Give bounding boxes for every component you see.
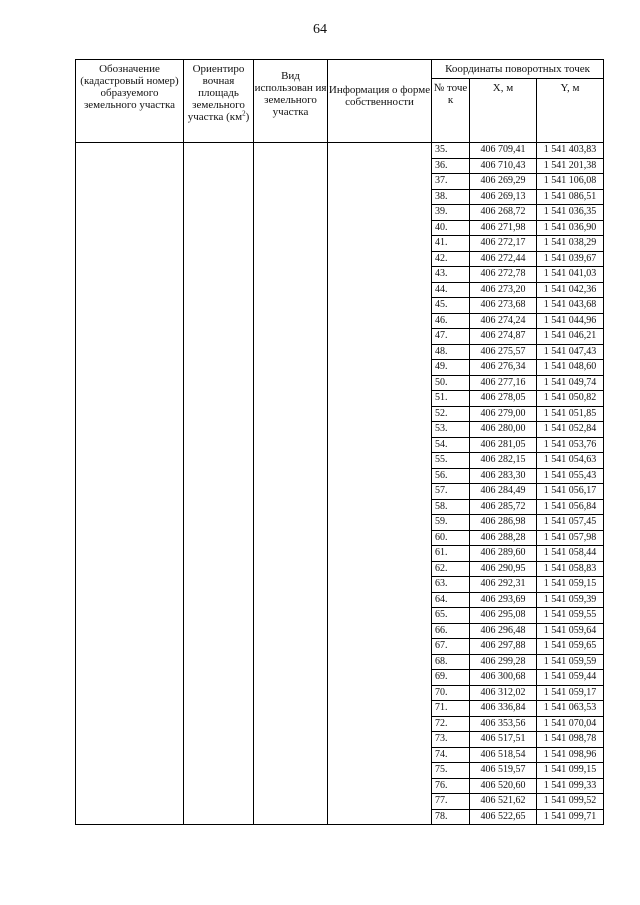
point-number: 74.: [432, 747, 470, 763]
x-coordinate: 406 272,44: [470, 251, 537, 267]
x-coordinate: 406 274,24: [470, 313, 537, 329]
y-coordinate: 1 541 059,39: [537, 592, 604, 608]
point-number: 53.: [432, 422, 470, 438]
y-coordinate: 1 541 059,64: [537, 623, 604, 639]
point-number: 78.: [432, 809, 470, 825]
x-coordinate: 406 296,48: [470, 623, 537, 639]
x-coordinate: 406 275,57: [470, 344, 537, 360]
y-coordinate: 1 541 070,04: [537, 716, 604, 732]
x-coordinate: 406 280,00: [470, 422, 537, 438]
header-use-type: Вид использован ия земельного участка: [254, 60, 328, 143]
x-coordinate: 406 273,20: [470, 282, 537, 298]
x-coordinate: 406 274,87: [470, 329, 537, 345]
point-number: 76.: [432, 778, 470, 794]
point-number: 43.: [432, 267, 470, 283]
point-number: 58.: [432, 499, 470, 515]
x-coordinate: 406 273,68: [470, 298, 537, 314]
point-number: 75.: [432, 763, 470, 779]
point-number: 59.: [432, 515, 470, 531]
x-coordinate: 406 272,17: [470, 236, 537, 252]
x-coordinate: 406 312,02: [470, 685, 537, 701]
y-coordinate: 1 541 051,85: [537, 406, 604, 422]
y-coordinate: 1 541 403,83: [537, 143, 604, 159]
point-number: 71.: [432, 701, 470, 717]
point-number: 56.: [432, 468, 470, 484]
point-number: 45.: [432, 298, 470, 314]
point-number: 64.: [432, 592, 470, 608]
x-coordinate: 406 286,98: [470, 515, 537, 531]
x-coordinate: 406 519,57: [470, 763, 537, 779]
point-number: 60.: [432, 530, 470, 546]
x-coordinate: 406 520,60: [470, 778, 537, 794]
point-number: 46.: [432, 313, 470, 329]
point-number: 39.: [432, 205, 470, 221]
y-coordinate: 1 541 057,45: [537, 515, 604, 531]
x-coordinate: 406 278,05: [470, 391, 537, 407]
x-coordinate: 406 283,30: [470, 468, 537, 484]
x-coordinate: 406 522,65: [470, 809, 537, 825]
x-coordinate: 406 277,16: [470, 375, 537, 391]
y-coordinate: 1 541 047,43: [537, 344, 604, 360]
x-coordinate: 406 293,69: [470, 592, 537, 608]
y-coordinate: 1 541 049,74: [537, 375, 604, 391]
point-number: 51.: [432, 391, 470, 407]
x-coordinate: 406 290,95: [470, 561, 537, 577]
point-number: 67.: [432, 639, 470, 655]
point-number: 54.: [432, 437, 470, 453]
header-area-sup: 2: [242, 109, 246, 118]
point-number: 55.: [432, 453, 470, 469]
header-area-text: Ориентиро вочная площадь земельного участка (км: [187, 63, 245, 123]
x-coordinate: 406 710,43: [470, 158, 537, 174]
y-coordinate: 1 541 042,36: [537, 282, 604, 298]
y-coordinate: 1 541 055,43: [537, 468, 604, 484]
point-number: 36.: [432, 158, 470, 174]
point-number: 66.: [432, 623, 470, 639]
x-coordinate: 406 336,84: [470, 701, 537, 717]
y-coordinate: 1 541 056,17: [537, 484, 604, 500]
ownership-cell: [328, 143, 432, 825]
header-point-number: № точе к: [432, 79, 470, 143]
area-cell: [184, 143, 254, 825]
header-area: [184, 60, 254, 143]
y-coordinate: 1 541 059,44: [537, 670, 604, 686]
point-number: 68.: [432, 654, 470, 670]
point-number: 35.: [432, 143, 470, 159]
y-coordinate: 1 541 086,51: [537, 189, 604, 205]
header-y: Y, м: [537, 79, 604, 143]
x-coordinate: 406 272,78: [470, 267, 537, 283]
x-coordinate: 406 521,62: [470, 794, 537, 810]
y-coordinate: 1 541 048,60: [537, 360, 604, 376]
x-coordinate: 406 518,54: [470, 747, 537, 763]
point-number: 49.: [432, 360, 470, 376]
y-coordinate: 1 541 201,38: [537, 158, 604, 174]
header-coordinates-group: Координаты поворотных точек: [432, 60, 604, 79]
y-coordinate: 1 541 057,98: [537, 530, 604, 546]
y-coordinate: 1 541 053,76: [537, 437, 604, 453]
x-coordinate: 406 709,41: [470, 143, 537, 159]
point-number: 62.: [432, 561, 470, 577]
y-coordinate: 1 541 058,83: [537, 561, 604, 577]
point-number: 47.: [432, 329, 470, 345]
point-number: 72.: [432, 716, 470, 732]
y-coordinate: 1 541 038,29: [537, 236, 604, 252]
y-coordinate: 1 541 099,33: [537, 778, 604, 794]
y-coordinate: 1 541 039,67: [537, 251, 604, 267]
point-number: 40.: [432, 220, 470, 236]
x-coordinate: 406 279,00: [470, 406, 537, 422]
y-coordinate: 1 541 043,68: [537, 298, 604, 314]
y-coordinate: 1 541 036,90: [537, 220, 604, 236]
point-number: 69.: [432, 670, 470, 686]
x-coordinate: 406 289,60: [470, 546, 537, 562]
y-coordinate: 1 541 052,84: [537, 422, 604, 438]
y-coordinate: 1 541 106,08: [537, 174, 604, 190]
header-designation: Обозначение (кадастровый номер) образуемого земельного участка: [76, 60, 184, 143]
header-area-close: ): [245, 111, 250, 123]
x-coordinate: 406 300,68: [470, 670, 537, 686]
point-number: 63.: [432, 577, 470, 593]
table-body: [76, 143, 604, 825]
x-coordinate: 406 288,28: [470, 530, 537, 546]
y-coordinate: 1 541 099,52: [537, 794, 604, 810]
point-number: 42.: [432, 251, 470, 267]
y-coordinate: 1 541 063,53: [537, 701, 604, 717]
x-coordinate: 406 353,56: [470, 716, 537, 732]
y-coordinate: 1 541 059,55: [537, 608, 604, 624]
y-coordinate: 1 541 036,35: [537, 205, 604, 221]
y-coordinate: 1 541 099,71: [537, 809, 604, 825]
y-coordinate: 1 541 050,82: [537, 391, 604, 407]
point-number: 65.: [432, 608, 470, 624]
x-coordinate: 406 285,72: [470, 499, 537, 515]
y-coordinate: 1 541 059,59: [537, 654, 604, 670]
x-coordinate: 406 284,49: [470, 484, 537, 500]
x-coordinate: 406 299,28: [470, 654, 537, 670]
x-coordinate: 406 276,34: [470, 360, 537, 376]
point-number: 70.: [432, 685, 470, 701]
x-coordinate: 406 295,08: [470, 608, 537, 624]
x-coordinate: 406 271,98: [470, 220, 537, 236]
point-number: 52.: [432, 406, 470, 422]
y-coordinate: 1 541 059,17: [537, 685, 604, 701]
x-coordinate: 406 517,51: [470, 732, 537, 748]
point-number: 61.: [432, 546, 470, 562]
point-number: 41.: [432, 236, 470, 252]
y-coordinate: 1 541 058,44: [537, 546, 604, 562]
y-coordinate: 1 541 099,15: [537, 763, 604, 779]
point-number: 38.: [432, 189, 470, 205]
x-coordinate: 406 292,31: [470, 577, 537, 593]
y-coordinate: 1 541 059,15: [537, 577, 604, 593]
x-coordinate: 406 269,13: [470, 189, 537, 205]
header-x: X, м: [470, 79, 537, 143]
use-type-cell: [254, 143, 328, 825]
x-coordinate: 406 269,29: [470, 174, 537, 190]
y-coordinate: 1 541 041,03: [537, 267, 604, 283]
point-number: 37.: [432, 174, 470, 190]
x-coordinate: 406 268,72: [470, 205, 537, 221]
point-number: 77.: [432, 794, 470, 810]
y-coordinate: 1 541 059,65: [537, 639, 604, 655]
point-number: 50.: [432, 375, 470, 391]
x-coordinate: 406 282,15: [470, 453, 537, 469]
page-number: 64: [313, 22, 327, 37]
y-coordinate: 1 541 098,96: [537, 747, 604, 763]
header-ownership: Информация о форме собственности: [328, 60, 432, 143]
point-number: 44.: [432, 282, 470, 298]
y-coordinate: 1 541 046,21: [537, 329, 604, 345]
designation-cell: [76, 143, 184, 825]
y-coordinate: 1 541 054,63: [537, 453, 604, 469]
y-coordinate: 1 541 044,96: [537, 313, 604, 329]
y-coordinate: 1 541 056,84: [537, 499, 604, 515]
header-row-top: [76, 60, 604, 79]
x-coordinate: 406 297,88: [470, 639, 537, 655]
point-number: 73.: [432, 732, 470, 748]
y-coordinate: 1 541 098,78: [537, 732, 604, 748]
point-number: 48.: [432, 344, 470, 360]
table-row: [76, 143, 604, 159]
point-number: 57.: [432, 484, 470, 500]
x-coordinate: 406 281,05: [470, 437, 537, 453]
coordinates-table: [75, 59, 604, 825]
